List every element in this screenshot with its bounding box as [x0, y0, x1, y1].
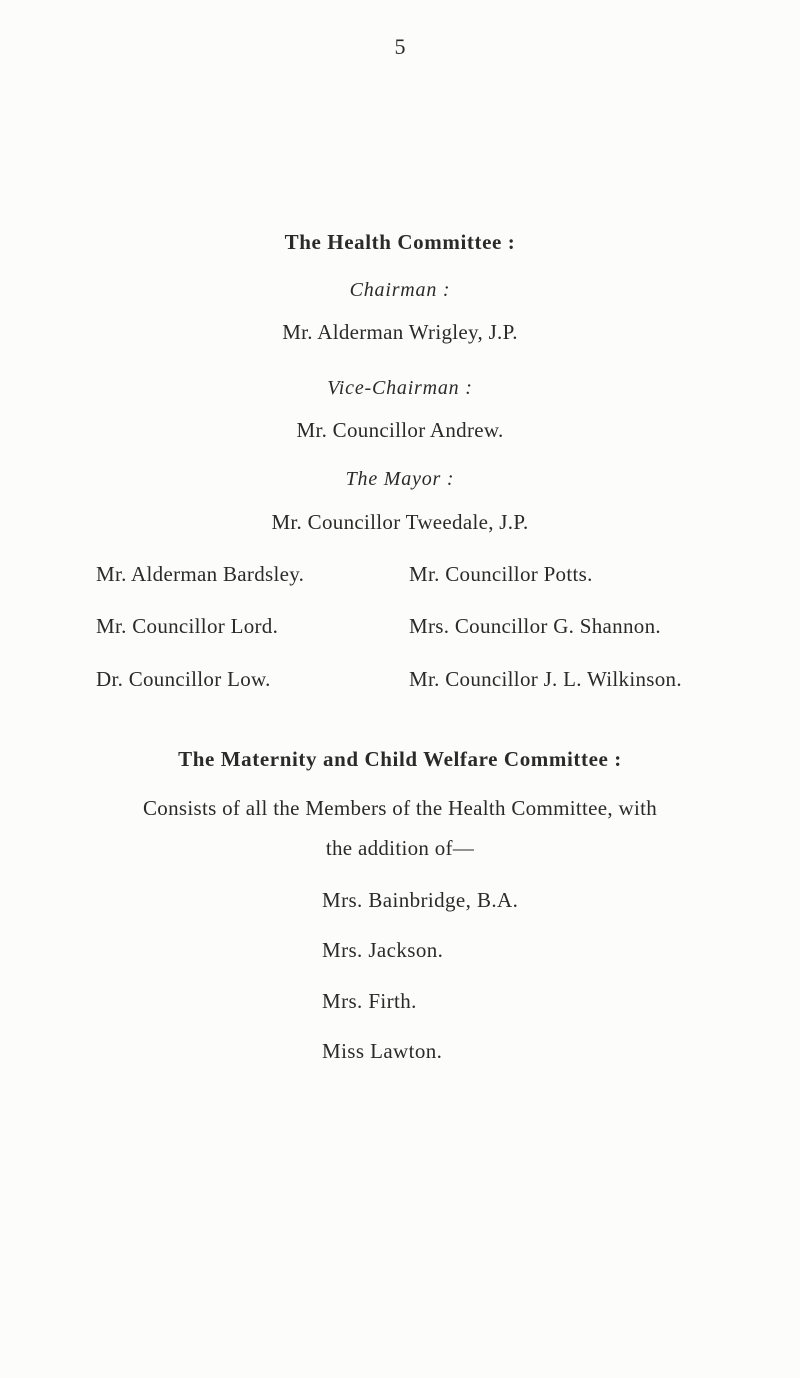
- maternity-description-line1: Consists of all the Members of the Health Committee, with: [142, 796, 658, 820]
- maternity-description-line2: the addition of—: [325, 836, 475, 860]
- mayor-name: Mr. Councillor Tweedale, J.P.: [271, 510, 529, 534]
- addition-member-2: Mrs. Jackson.: [322, 938, 444, 962]
- vice-chairman-name: Mr. Councillor Andrew.: [296, 418, 504, 442]
- member-right-2: Mrs. Councillor G. Shannon.: [409, 614, 661, 638]
- page-number: 5: [394, 34, 406, 59]
- member-right-3: Mr. Councillor J. L. Wilkinson.: [409, 667, 682, 691]
- addition-member-4: Miss Lawton.: [322, 1039, 443, 1063]
- mayor-label: The Mayor :: [345, 468, 455, 490]
- addition-member-1: Mrs. Bainbridge, B.A.: [322, 888, 519, 912]
- maternity-committee-heading: The Maternity and Child Welfare Committee :: [178, 747, 622, 771]
- member-left-1: Mr. Alderman Bardsley.: [96, 562, 305, 586]
- chairman-label: Chairman :: [349, 279, 451, 301]
- vice-chairman-label: Vice-Chairman :: [327, 377, 473, 399]
- chairman-name: Mr. Alderman Wrigley, J.P.: [282, 320, 518, 344]
- member-left-3: Dr. Councillor Low.: [96, 667, 271, 691]
- health-committee-heading: The Health Committee :: [284, 230, 516, 254]
- member-right-1: Mr. Councillor Potts.: [409, 562, 593, 586]
- member-left-2: Mr. Councillor Lord.: [96, 614, 279, 638]
- addition-member-3: Mrs. Firth.: [322, 989, 417, 1013]
